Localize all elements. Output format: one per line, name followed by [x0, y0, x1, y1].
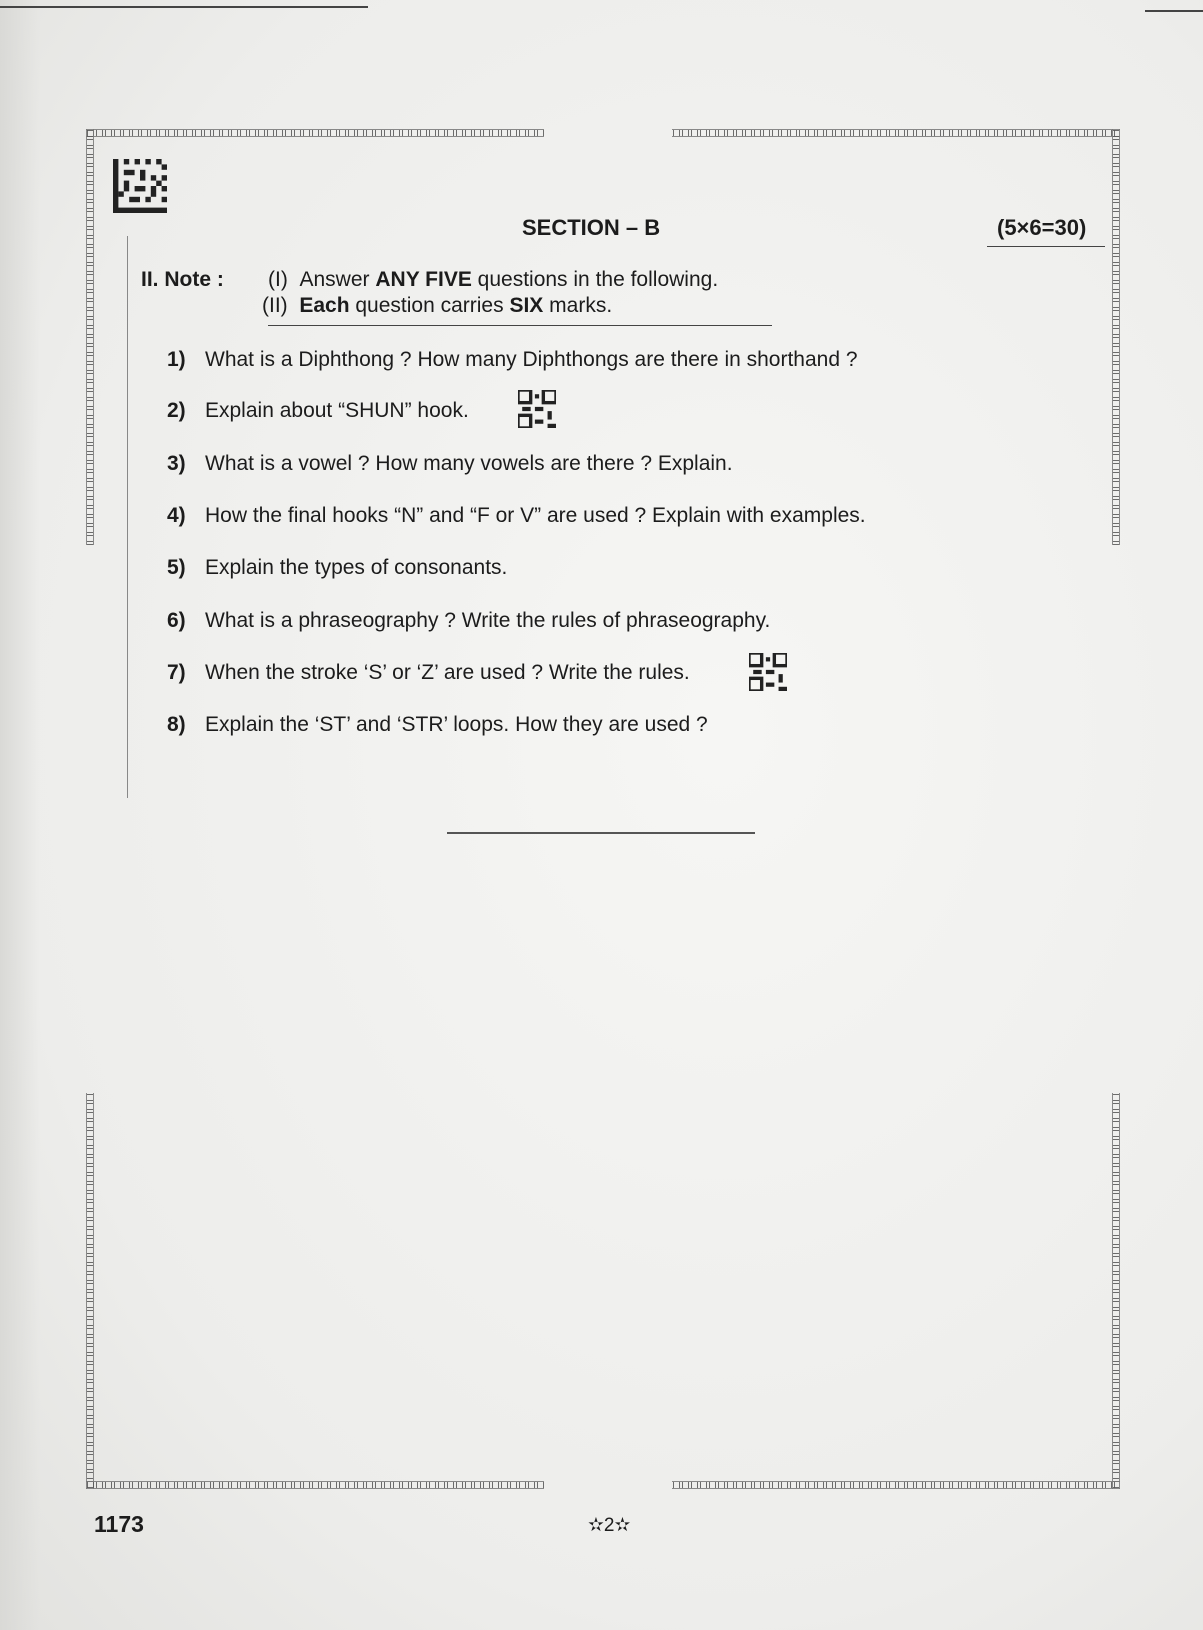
note-item-2-num: (II) — [262, 294, 288, 317]
note-item-1-emphasis: ANY FIVE — [375, 268, 472, 291]
scan-shadow — [0, 0, 40, 1630]
marks-underline — [987, 246, 1105, 247]
note-item-2-text: question carries — [349, 294, 510, 317]
end-rule — [447, 832, 755, 834]
note-item-1-text: Answer — [299, 268, 376, 291]
border-left-upper — [86, 129, 94, 545]
border-left-lower — [86, 1093, 94, 1489]
question-text: What is a vowel ? How many vowels are there ? Explain. — [205, 452, 733, 475]
marks-label: (5×6=30) — [997, 215, 1087, 240]
question-number: 7) — [167, 661, 186, 684]
border-top-left — [86, 129, 544, 137]
note-item-2-rest: marks. — [543, 294, 613, 317]
question-text: Explain the types of consonants. — [205, 556, 508, 579]
border-bottom-right — [672, 1481, 1120, 1489]
question-text: Explain about “SHUN” hook. — [205, 399, 469, 422]
border-bottom-left — [86, 1481, 544, 1489]
question-number: 2) — [167, 399, 186, 422]
note-underline — [268, 325, 772, 326]
top-rule-right — [1145, 10, 1203, 12]
question-number: 1) — [167, 348, 186, 371]
question-number: 6) — [167, 609, 186, 632]
note-item-2 — [262, 294, 612, 318]
qr-code-icon — [749, 653, 787, 691]
question-text: How the final hooks “N” and “F or V” are used ? Explain with examples. — [205, 504, 866, 527]
section-title: SECTION – B — [522, 215, 661, 240]
top-rule — [0, 6, 368, 8]
datamatrix-code — [113, 159, 167, 213]
note-item-2-emphasis-a: Each — [299, 294, 350, 317]
border-right-lower — [1112, 1093, 1120, 1489]
note-item-1 — [268, 268, 718, 292]
note-label: II. Note : — [141, 268, 224, 291]
question-text: When the stroke ‘S’ or ‘Z’ are used ? Write the rules. — [205, 661, 690, 684]
note-item-2-emphasis-b: SIX — [509, 294, 544, 317]
question-number: 3) — [167, 452, 186, 475]
border-top-right — [672, 129, 1120, 137]
qr-code-icon — [518, 390, 556, 428]
margin-line — [127, 236, 128, 798]
question-number: 4) — [167, 504, 186, 527]
border-right-upper — [1112, 129, 1120, 545]
question-text: Explain the ‘ST’ and ‘STR’ loops. How they are used ? — [205, 713, 708, 736]
note-item-1-rest: questions in the following. — [471, 268, 719, 291]
question-number: 8) — [167, 713, 186, 736]
paper-code: 1173 — [94, 1511, 144, 1537]
note-item-1-num: (I) — [268, 268, 288, 291]
question-number: 5) — [167, 556, 186, 579]
question-text: What is a Diphthong ? How many Diphthongs are there in shorthand ? — [205, 348, 858, 371]
page-number: ✫2✫ — [588, 1515, 631, 1536]
question-text: What is a phraseography ? Write the rules of phraseography. — [205, 609, 771, 632]
